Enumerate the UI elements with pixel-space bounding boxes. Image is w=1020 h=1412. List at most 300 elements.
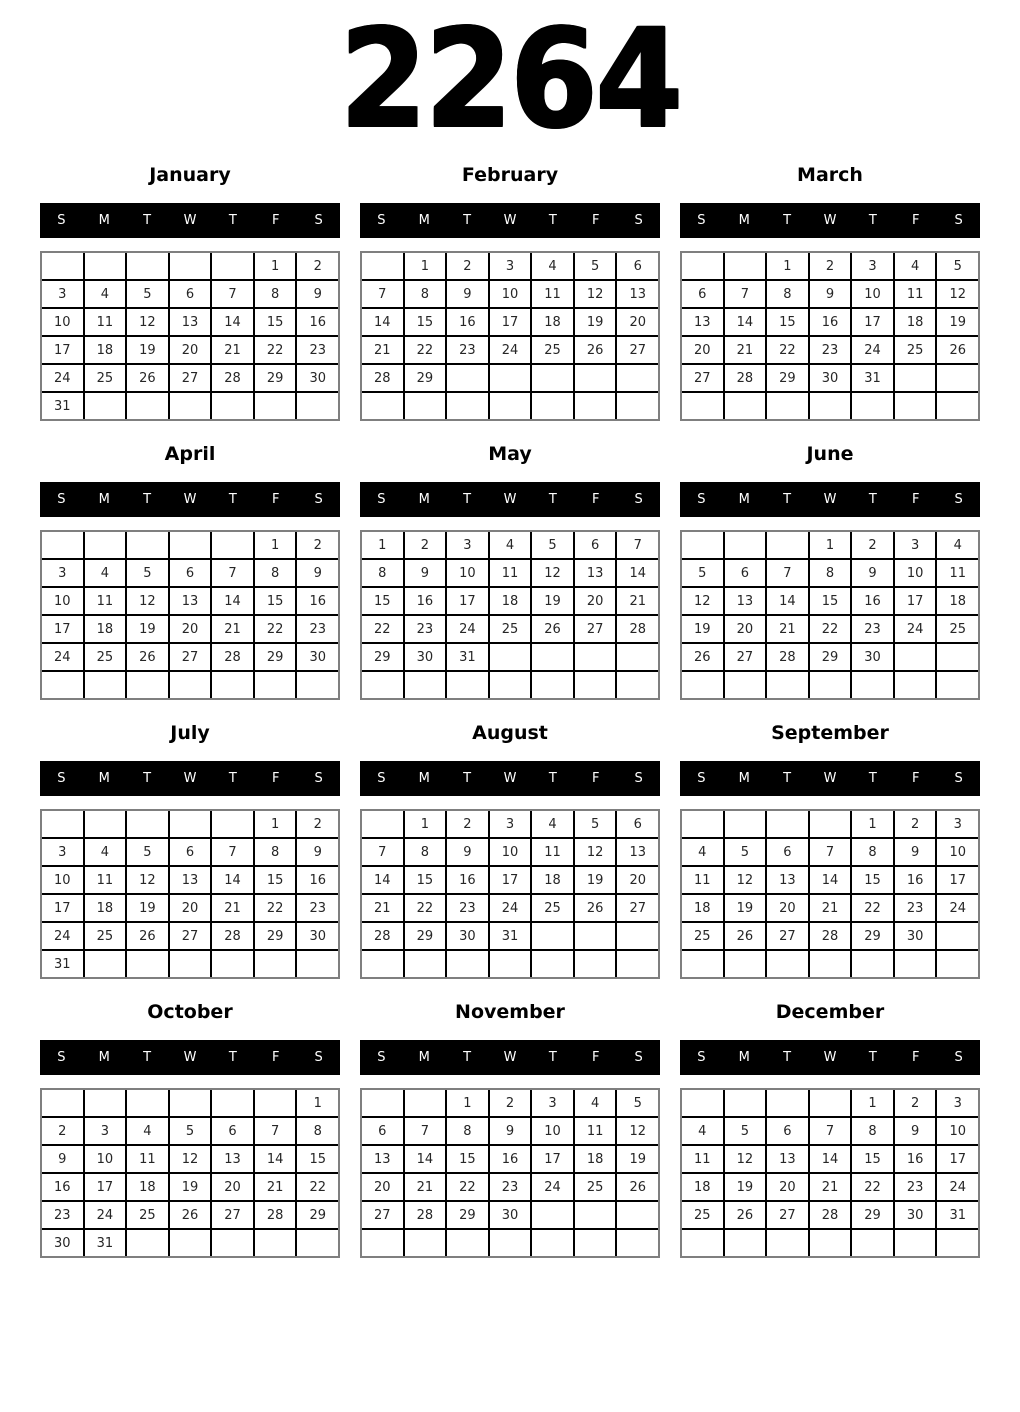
day-cell: 29 bbox=[255, 644, 296, 670]
empty-day-cell bbox=[725, 532, 766, 558]
day-cell: 26 bbox=[937, 337, 978, 363]
day-cell: 8 bbox=[447, 1118, 488, 1144]
empty-day-cell bbox=[490, 644, 531, 670]
day-grid bbox=[680, 530, 980, 700]
month-june bbox=[680, 441, 980, 700]
day-cell: 20 bbox=[212, 1174, 253, 1200]
day-cell: 20 bbox=[725, 616, 766, 642]
weekday-label: S bbox=[954, 1050, 963, 1065]
empty-day-cell bbox=[255, 1230, 296, 1256]
weekday-label: M bbox=[738, 213, 750, 228]
day-cell: 8 bbox=[810, 560, 851, 586]
weekday-label: T bbox=[143, 771, 152, 786]
day-cell: 27 bbox=[170, 923, 211, 949]
month-november bbox=[360, 999, 660, 1258]
weekday-label: T bbox=[463, 1050, 472, 1065]
weekday-label: M bbox=[738, 492, 750, 507]
empty-day-cell bbox=[532, 365, 573, 391]
day-cell: 19 bbox=[575, 867, 616, 893]
day-cell: 19 bbox=[127, 895, 168, 921]
day-cell: 13 bbox=[170, 588, 211, 614]
day-cell: 6 bbox=[170, 839, 211, 865]
empty-day-cell bbox=[725, 1090, 766, 1116]
empty-day-cell bbox=[682, 951, 723, 977]
day-cell: 1 bbox=[447, 1090, 488, 1116]
empty-day-cell bbox=[297, 672, 338, 698]
empty-day-cell bbox=[447, 1230, 488, 1256]
month-february bbox=[360, 162, 660, 421]
weekday-label: T bbox=[868, 1050, 877, 1065]
weekday-label: T bbox=[463, 771, 472, 786]
weekday-label: W bbox=[823, 771, 837, 786]
empty-day-cell bbox=[575, 1202, 616, 1228]
day-cell: 30 bbox=[895, 923, 936, 949]
day-cell: 19 bbox=[532, 588, 573, 614]
day-cell: 27 bbox=[575, 616, 616, 642]
day-cell: 20 bbox=[767, 895, 808, 921]
day-cell: 21 bbox=[362, 895, 403, 921]
weekday-header bbox=[680, 482, 980, 517]
empty-day-cell bbox=[212, 811, 253, 837]
empty-day-cell bbox=[617, 365, 658, 391]
day-cell: 21 bbox=[212, 895, 253, 921]
day-cell: 6 bbox=[170, 281, 211, 307]
day-cell: 20 bbox=[170, 337, 211, 363]
day-cell: 4 bbox=[682, 1118, 723, 1144]
day-cell: 8 bbox=[852, 839, 893, 865]
day-cell: 11 bbox=[85, 309, 126, 335]
day-cell: 19 bbox=[170, 1174, 211, 1200]
empty-day-cell bbox=[617, 1202, 658, 1228]
day-cell: 9 bbox=[447, 281, 488, 307]
day-cell: 19 bbox=[725, 895, 766, 921]
empty-day-cell bbox=[725, 811, 766, 837]
weekday-label: W bbox=[823, 492, 837, 507]
day-cell: 10 bbox=[42, 867, 83, 893]
day-cell: 30 bbox=[447, 923, 488, 949]
day-cell: 14 bbox=[617, 560, 658, 586]
empty-day-cell bbox=[617, 1230, 658, 1256]
day-cell: 3 bbox=[490, 253, 531, 279]
day-cell: 14 bbox=[362, 309, 403, 335]
day-cell: 7 bbox=[212, 839, 253, 865]
day-cell: 11 bbox=[937, 560, 978, 586]
day-grid bbox=[360, 1088, 660, 1258]
day-cell: 2 bbox=[810, 253, 851, 279]
day-cell: 15 bbox=[362, 588, 403, 614]
day-cell: 10 bbox=[85, 1146, 126, 1172]
day-cell: 1 bbox=[255, 253, 296, 279]
empty-day-cell bbox=[682, 811, 723, 837]
day-cell: 25 bbox=[85, 365, 126, 391]
day-cell: 12 bbox=[575, 281, 616, 307]
empty-day-cell bbox=[767, 951, 808, 977]
day-cell: 2 bbox=[852, 532, 893, 558]
day-cell: 25 bbox=[682, 1202, 723, 1228]
day-cell: 26 bbox=[725, 1202, 766, 1228]
day-cell: 17 bbox=[937, 867, 978, 893]
day-cell: 15 bbox=[297, 1146, 338, 1172]
day-cell: 15 bbox=[852, 867, 893, 893]
day-cell: 11 bbox=[490, 560, 531, 586]
day-cell: 30 bbox=[895, 1202, 936, 1228]
empty-day-cell bbox=[170, 532, 211, 558]
weekday-label: T bbox=[463, 492, 472, 507]
day-cell: 5 bbox=[575, 811, 616, 837]
day-cell: 18 bbox=[575, 1146, 616, 1172]
day-cell: 30 bbox=[297, 923, 338, 949]
day-cell: 6 bbox=[767, 1118, 808, 1144]
day-cell: 25 bbox=[895, 337, 936, 363]
day-cell: 31 bbox=[42, 951, 83, 977]
day-cell: 4 bbox=[895, 253, 936, 279]
empty-day-cell bbox=[362, 253, 403, 279]
day-cell: 4 bbox=[85, 281, 126, 307]
weekday-label: S bbox=[377, 492, 386, 507]
day-cell: 16 bbox=[447, 867, 488, 893]
day-cell: 17 bbox=[42, 337, 83, 363]
empty-day-cell bbox=[937, 365, 978, 391]
day-cell: 17 bbox=[447, 588, 488, 614]
empty-day-cell bbox=[127, 1090, 168, 1116]
empty-day-cell bbox=[575, 1230, 616, 1256]
day-cell: 19 bbox=[725, 1174, 766, 1200]
empty-day-cell bbox=[42, 532, 83, 558]
day-cell: 27 bbox=[170, 644, 211, 670]
day-cell: 22 bbox=[405, 337, 446, 363]
weekday-label: S bbox=[377, 1050, 386, 1065]
day-cell: 14 bbox=[212, 867, 253, 893]
day-cell: 15 bbox=[255, 588, 296, 614]
day-cell: 4 bbox=[575, 1090, 616, 1116]
day-cell: 11 bbox=[895, 281, 936, 307]
weekday-header bbox=[40, 482, 340, 517]
day-cell: 11 bbox=[575, 1118, 616, 1144]
day-cell: 2 bbox=[405, 532, 446, 558]
day-cell: 21 bbox=[810, 1174, 851, 1200]
weekday-label: F bbox=[911, 771, 920, 786]
empty-day-cell bbox=[895, 393, 936, 419]
day-cell: 25 bbox=[490, 616, 531, 642]
day-cell: 3 bbox=[895, 532, 936, 558]
day-cell: 23 bbox=[895, 895, 936, 921]
day-cell: 2 bbox=[895, 811, 936, 837]
day-cell: 9 bbox=[297, 560, 338, 586]
day-cell: 13 bbox=[170, 867, 211, 893]
empty-day-cell bbox=[490, 1230, 531, 1256]
day-cell: 26 bbox=[617, 1174, 658, 1200]
weekday-header bbox=[360, 761, 660, 796]
empty-day-cell bbox=[255, 672, 296, 698]
day-cell: 31 bbox=[42, 393, 83, 419]
weekday-label: S bbox=[954, 492, 963, 507]
day-cell: 24 bbox=[42, 365, 83, 391]
weekday-label: M bbox=[98, 492, 110, 507]
day-cell: 16 bbox=[297, 309, 338, 335]
day-cell: 21 bbox=[212, 616, 253, 642]
weekday-label: W bbox=[183, 1050, 197, 1065]
weekday-label: S bbox=[697, 492, 706, 507]
weekday-header bbox=[360, 203, 660, 238]
day-cell: 4 bbox=[490, 532, 531, 558]
day-cell: 28 bbox=[212, 923, 253, 949]
weekday-label: M bbox=[418, 492, 430, 507]
empty-day-cell bbox=[362, 811, 403, 837]
day-cell: 8 bbox=[405, 281, 446, 307]
day-cell: 17 bbox=[937, 1146, 978, 1172]
weekday-label: S bbox=[954, 771, 963, 786]
weekday-label: S bbox=[314, 492, 323, 507]
day-cell: 18 bbox=[532, 867, 573, 893]
empty-day-cell bbox=[127, 811, 168, 837]
empty-day-cell bbox=[127, 672, 168, 698]
month-title: September bbox=[771, 722, 889, 744]
day-cell: 30 bbox=[297, 644, 338, 670]
weekday-header bbox=[40, 203, 340, 238]
day-cell: 24 bbox=[490, 895, 531, 921]
weekday-label: T bbox=[228, 1050, 237, 1065]
empty-day-cell bbox=[575, 365, 616, 391]
day-cell: 8 bbox=[255, 560, 296, 586]
empty-day-cell bbox=[767, 672, 808, 698]
month-march bbox=[680, 162, 980, 421]
day-cell: 13 bbox=[767, 1146, 808, 1172]
empty-day-cell bbox=[85, 253, 126, 279]
day-cell: 13 bbox=[362, 1146, 403, 1172]
day-grid bbox=[360, 251, 660, 421]
weekday-label: S bbox=[697, 771, 706, 786]
day-cell: 25 bbox=[532, 895, 573, 921]
day-cell: 23 bbox=[297, 337, 338, 363]
empty-day-cell bbox=[767, 1230, 808, 1256]
empty-day-cell bbox=[725, 951, 766, 977]
day-cell: 7 bbox=[767, 560, 808, 586]
day-cell: 19 bbox=[127, 337, 168, 363]
weekday-label: M bbox=[418, 771, 430, 786]
day-cell: 22 bbox=[362, 616, 403, 642]
day-cell: 12 bbox=[127, 588, 168, 614]
month-title: March bbox=[797, 164, 863, 186]
day-cell: 1 bbox=[810, 532, 851, 558]
empty-day-cell bbox=[405, 672, 446, 698]
day-cell: 3 bbox=[937, 1090, 978, 1116]
day-cell: 14 bbox=[212, 309, 253, 335]
empty-day-cell bbox=[617, 951, 658, 977]
empty-day-cell bbox=[127, 532, 168, 558]
day-cell: 4 bbox=[937, 532, 978, 558]
day-cell: 4 bbox=[85, 839, 126, 865]
day-cell: 21 bbox=[255, 1174, 296, 1200]
day-cell: 10 bbox=[852, 281, 893, 307]
day-cell: 17 bbox=[490, 309, 531, 335]
day-cell: 22 bbox=[255, 895, 296, 921]
day-cell: 9 bbox=[895, 839, 936, 865]
day-cell: 31 bbox=[490, 923, 531, 949]
empty-day-cell bbox=[42, 1090, 83, 1116]
month-title: May bbox=[488, 443, 532, 465]
empty-day-cell bbox=[447, 951, 488, 977]
weekday-label: T bbox=[143, 1050, 152, 1065]
day-cell: 14 bbox=[725, 309, 766, 335]
weekday-label: T bbox=[868, 771, 877, 786]
day-cell: 26 bbox=[725, 923, 766, 949]
empty-day-cell bbox=[170, 672, 211, 698]
empty-day-cell bbox=[532, 644, 573, 670]
day-cell: 17 bbox=[490, 867, 531, 893]
day-cell: 27 bbox=[682, 365, 723, 391]
day-cell: 31 bbox=[937, 1202, 978, 1228]
day-cell: 27 bbox=[767, 923, 808, 949]
month-july bbox=[40, 720, 340, 979]
day-cell: 26 bbox=[127, 365, 168, 391]
month-title: August bbox=[472, 722, 548, 744]
weekday-label: W bbox=[183, 771, 197, 786]
day-cell: 18 bbox=[127, 1174, 168, 1200]
day-cell: 29 bbox=[852, 923, 893, 949]
weekday-label: F bbox=[271, 492, 280, 507]
day-cell: 3 bbox=[85, 1118, 126, 1144]
day-cell: 14 bbox=[212, 588, 253, 614]
empty-day-cell bbox=[127, 1230, 168, 1256]
day-cell: 16 bbox=[490, 1146, 531, 1172]
day-grid bbox=[40, 530, 340, 700]
day-cell: 25 bbox=[532, 337, 573, 363]
day-cell: 22 bbox=[405, 895, 446, 921]
day-cell: 16 bbox=[42, 1174, 83, 1200]
weekday-label: M bbox=[98, 213, 110, 228]
empty-day-cell bbox=[127, 951, 168, 977]
empty-day-cell bbox=[617, 672, 658, 698]
day-cell: 23 bbox=[297, 895, 338, 921]
day-cell: 21 bbox=[405, 1174, 446, 1200]
empty-day-cell bbox=[852, 951, 893, 977]
day-cell: 16 bbox=[297, 588, 338, 614]
empty-day-cell bbox=[937, 951, 978, 977]
day-cell: 16 bbox=[810, 309, 851, 335]
day-cell: 9 bbox=[447, 839, 488, 865]
weekday-label: W bbox=[503, 213, 517, 228]
empty-day-cell bbox=[937, 393, 978, 419]
weekday-label: W bbox=[183, 492, 197, 507]
day-cell: 24 bbox=[937, 1174, 978, 1200]
day-cell: 3 bbox=[42, 560, 83, 586]
day-cell: 9 bbox=[297, 839, 338, 865]
weekday-label: S bbox=[57, 492, 66, 507]
day-cell: 9 bbox=[42, 1146, 83, 1172]
empty-day-cell bbox=[725, 253, 766, 279]
empty-day-cell bbox=[170, 1090, 211, 1116]
day-cell: 23 bbox=[490, 1174, 531, 1200]
weekday-label: F bbox=[911, 213, 920, 228]
empty-day-cell bbox=[212, 393, 253, 419]
day-grid bbox=[40, 1088, 340, 1258]
day-cell: 23 bbox=[447, 337, 488, 363]
weekday-label: F bbox=[591, 771, 600, 786]
day-cell: 29 bbox=[255, 365, 296, 391]
day-cell: 20 bbox=[170, 895, 211, 921]
month-title: December bbox=[775, 1001, 885, 1023]
day-cell: 15 bbox=[447, 1146, 488, 1172]
day-cell: 9 bbox=[405, 560, 446, 586]
weekday-label: M bbox=[418, 1050, 430, 1065]
day-cell: 17 bbox=[852, 309, 893, 335]
day-cell: 9 bbox=[297, 281, 338, 307]
empty-day-cell bbox=[617, 923, 658, 949]
day-cell: 11 bbox=[127, 1146, 168, 1172]
day-cell: 29 bbox=[447, 1202, 488, 1228]
day-cell: 12 bbox=[617, 1118, 658, 1144]
day-cell: 23 bbox=[810, 337, 851, 363]
weekday-label: W bbox=[183, 213, 197, 228]
day-cell: 27 bbox=[617, 895, 658, 921]
empty-day-cell bbox=[725, 1230, 766, 1256]
day-cell: 10 bbox=[42, 309, 83, 335]
empty-day-cell bbox=[810, 1090, 851, 1116]
day-cell: 27 bbox=[170, 365, 211, 391]
day-cell: 31 bbox=[852, 365, 893, 391]
day-cell: 23 bbox=[447, 895, 488, 921]
day-cell: 16 bbox=[895, 867, 936, 893]
empty-day-cell bbox=[532, 1230, 573, 1256]
empty-day-cell bbox=[85, 393, 126, 419]
day-cell: 4 bbox=[127, 1118, 168, 1144]
day-grid bbox=[360, 530, 660, 700]
day-cell: 9 bbox=[895, 1118, 936, 1144]
empty-day-cell bbox=[490, 365, 531, 391]
day-cell: 1 bbox=[405, 253, 446, 279]
empty-day-cell bbox=[532, 923, 573, 949]
empty-day-cell bbox=[810, 1230, 851, 1256]
empty-day-cell bbox=[682, 393, 723, 419]
day-cell: 10 bbox=[447, 560, 488, 586]
empty-day-cell bbox=[405, 393, 446, 419]
empty-day-cell bbox=[212, 1090, 253, 1116]
day-cell: 1 bbox=[297, 1090, 338, 1116]
empty-day-cell bbox=[617, 644, 658, 670]
day-cell: 15 bbox=[852, 1146, 893, 1172]
day-cell: 1 bbox=[852, 1090, 893, 1116]
day-cell: 30 bbox=[42, 1230, 83, 1256]
day-cell: 7 bbox=[212, 560, 253, 586]
empty-day-cell bbox=[575, 951, 616, 977]
day-cell: 19 bbox=[682, 616, 723, 642]
day-cell: 3 bbox=[490, 811, 531, 837]
weekday-label: S bbox=[57, 1050, 66, 1065]
empty-day-cell bbox=[937, 923, 978, 949]
empty-day-cell bbox=[362, 393, 403, 419]
empty-day-cell bbox=[810, 672, 851, 698]
day-cell: 2 bbox=[447, 811, 488, 837]
day-cell: 1 bbox=[255, 811, 296, 837]
day-cell: 4 bbox=[532, 253, 573, 279]
day-cell: 5 bbox=[127, 560, 168, 586]
day-cell: 5 bbox=[617, 1090, 658, 1116]
day-cell: 19 bbox=[127, 616, 168, 642]
empty-day-cell bbox=[852, 393, 893, 419]
day-cell: 17 bbox=[895, 588, 936, 614]
weekday-label: T bbox=[783, 771, 792, 786]
weekday-label: T bbox=[228, 213, 237, 228]
day-cell: 28 bbox=[212, 644, 253, 670]
day-cell: 16 bbox=[852, 588, 893, 614]
month-title: October bbox=[147, 1001, 233, 1023]
day-grid bbox=[680, 809, 980, 979]
day-cell: 12 bbox=[937, 281, 978, 307]
day-cell: 30 bbox=[405, 644, 446, 670]
empty-day-cell bbox=[447, 365, 488, 391]
day-cell: 22 bbox=[852, 1174, 893, 1200]
month-title: February bbox=[461, 164, 559, 186]
